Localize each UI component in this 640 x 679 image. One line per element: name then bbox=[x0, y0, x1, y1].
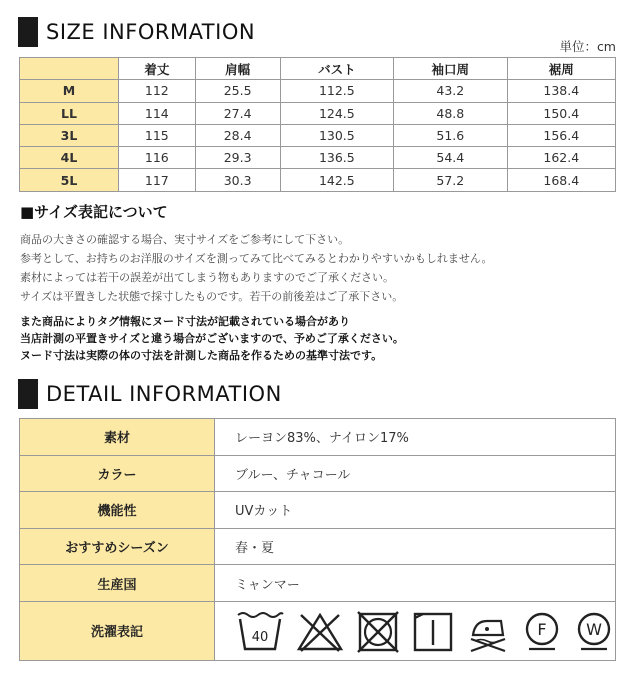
table-row bbox=[20, 492, 616, 529]
table-cell: 27.4 bbox=[195, 102, 280, 124]
size-table bbox=[19, 57, 616, 192]
size-notes-heading: ■サイズ表記について bbox=[20, 203, 168, 221]
table-cell: 115 bbox=[119, 124, 196, 146]
table-row bbox=[20, 147, 616, 169]
table-cell: 136.5 bbox=[280, 147, 393, 169]
detail-value-color: ブルー、チャコール bbox=[215, 455, 616, 492]
table-cell: 168.4 bbox=[507, 169, 615, 191]
size-label: LL bbox=[20, 102, 119, 124]
size-table-header-row bbox=[20, 58, 616, 80]
dry-clean-f-icon bbox=[521, 609, 563, 653]
detail-label-function: 機能性 bbox=[20, 492, 215, 529]
table-cell: 117 bbox=[119, 169, 196, 191]
size-notes bbox=[20, 230, 493, 306]
note-line: 当店計測の平置きサイズと違う場合がございますので、予めご了承ください。 bbox=[20, 332, 404, 345]
size-header-cuff: 袖口周 bbox=[394, 58, 507, 80]
no-tumble-dry-icon bbox=[355, 609, 401, 653]
size-table-corner bbox=[20, 58, 119, 80]
size-info-title: SIZE INFORMATION bbox=[46, 20, 256, 44]
size-header-length: 着丈 bbox=[119, 58, 196, 80]
table-cell: 43.2 bbox=[394, 80, 507, 102]
table-cell: 57.2 bbox=[394, 169, 507, 191]
nude-size-notes bbox=[20, 313, 404, 364]
table-cell: 142.5 bbox=[280, 169, 393, 191]
table-cell: 51.6 bbox=[394, 124, 507, 146]
detail-value-season: 春・夏 bbox=[215, 528, 616, 565]
table-row bbox=[20, 169, 616, 191]
note-line: ヌード寸法は実際の体の寸法を計測した商品を作るための基準寸法です。 bbox=[20, 349, 383, 362]
size-label: 4L bbox=[20, 147, 119, 169]
detail-value-origin: ミャンマー bbox=[215, 565, 616, 602]
size-label: 3L bbox=[20, 124, 119, 146]
detail-table bbox=[19, 418, 616, 661]
table-cell: 130.5 bbox=[280, 124, 393, 146]
detail-value-function: UVカット bbox=[215, 492, 616, 529]
detail-label-material: 素材 bbox=[20, 419, 215, 456]
table-row bbox=[20, 102, 616, 124]
table-cell: 25.5 bbox=[195, 80, 280, 102]
table-cell: 112 bbox=[119, 80, 196, 102]
detail-label-season: おすすめシーズン bbox=[20, 528, 215, 565]
table-cell: 156.4 bbox=[507, 124, 615, 146]
table-cell: 116 bbox=[119, 147, 196, 169]
wash-40-icon bbox=[235, 609, 285, 653]
table-row bbox=[20, 565, 616, 602]
size-label: 5L bbox=[20, 169, 119, 191]
table-cell: 124.5 bbox=[280, 102, 393, 124]
line-dry-shade-icon bbox=[411, 609, 455, 653]
table-cell: 29.3 bbox=[195, 147, 280, 169]
header-bar bbox=[18, 379, 38, 409]
size-info-header bbox=[18, 17, 255, 47]
note-line: サイズは平置きした状態で採寸したものです。若干の前後差はご了承下さい。 bbox=[20, 290, 404, 303]
table-cell: 162.4 bbox=[507, 147, 615, 169]
detail-info-header bbox=[18, 379, 282, 409]
table-row bbox=[20, 455, 616, 492]
size-header-bust: バスト bbox=[280, 58, 393, 80]
note-line: 素材によっては若干の誤差が出てしまう物もありますのでご了承ください。 bbox=[20, 271, 394, 284]
wet-clean-w-icon bbox=[573, 609, 615, 653]
dry-clean-letter: F bbox=[537, 619, 547, 639]
care-icons-cell bbox=[215, 601, 616, 660]
detail-value-material: レーヨン83%、ナイロン17% bbox=[215, 419, 616, 456]
wet-clean-letter: W bbox=[586, 619, 602, 639]
table-cell: 138.4 bbox=[507, 80, 615, 102]
table-row bbox=[20, 601, 616, 660]
table-cell: 150.4 bbox=[507, 102, 615, 124]
size-label: M bbox=[20, 80, 119, 102]
table-row bbox=[20, 124, 616, 146]
size-header-hem: 裾周 bbox=[507, 58, 615, 80]
note-line: 参考として、お持ちのお洋服のサイズを測ってみて比べてみるとわかりやすいかもしれません。 bbox=[20, 252, 493, 265]
detail-info-title: DETAIL INFORMATION bbox=[46, 382, 282, 406]
table-cell: 30.3 bbox=[195, 169, 280, 191]
table-row bbox=[20, 419, 616, 456]
table-cell: 114 bbox=[119, 102, 196, 124]
table-cell: 54.4 bbox=[394, 147, 507, 169]
table-cell: 112.5 bbox=[280, 80, 393, 102]
table-row bbox=[20, 80, 616, 102]
wash-temp-text: 40 bbox=[251, 629, 269, 645]
header-bar bbox=[18, 17, 38, 47]
table-row bbox=[20, 528, 616, 565]
care-icons bbox=[235, 609, 615, 653]
table-cell: 28.4 bbox=[195, 124, 280, 146]
note-line: 商品の大きさの確認する場合、実寸サイズをご参考にして下さい。 bbox=[20, 233, 350, 246]
unit-label: 単位：cm bbox=[559, 39, 616, 54]
detail-label-care: 洗濯表記 bbox=[20, 601, 215, 660]
iron-low-icon bbox=[465, 609, 511, 653]
detail-label-origin: 生産国 bbox=[20, 565, 215, 602]
table-cell: 48.8 bbox=[394, 102, 507, 124]
detail-label-color: カラー bbox=[20, 455, 215, 492]
no-bleach-icon bbox=[295, 609, 345, 653]
note-line: また商品によりタグ情報にヌード寸法が記載されている場合があり bbox=[20, 315, 350, 328]
size-header-shoulder: 肩幅 bbox=[195, 58, 280, 80]
